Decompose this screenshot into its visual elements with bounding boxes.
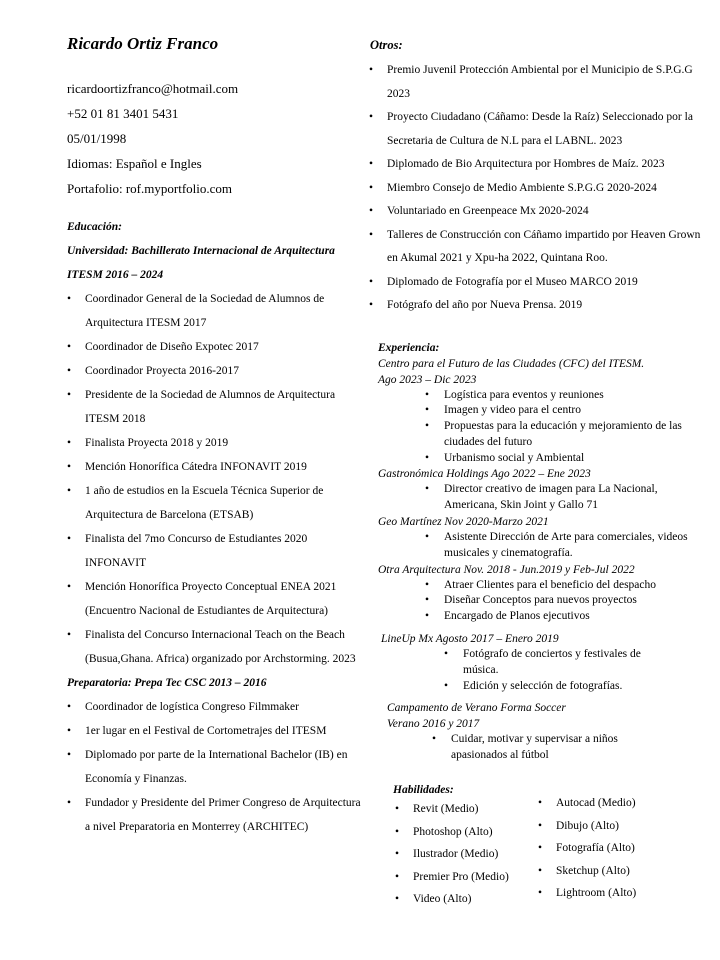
- job-dates: Verano 2016 y 2017: [387, 718, 480, 731]
- prep-heading: Preparatoria: Prepa Tec CSC 2013 – 2016: [67, 677, 267, 689]
- list-item: • Premier Pro (Medio): [395, 866, 538, 889]
- list-item: • Mención Honorífica Cátedra INFONAVIT 2019: [67, 455, 362, 479]
- list-item: • Presidente de la Sociedad de Alumnos de Arquitectura ITESM 2018: [67, 383, 362, 431]
- list-item: • Coordinador de logística Congreso Filmmaker: [67, 695, 362, 719]
- job-heading: Campamento de Verano Forma Soccer: [387, 702, 566, 715]
- list-item: • Finalista del 7mo Concurso de Estudiantes 2020 INFONAVIT: [67, 527, 362, 575]
- list-item: • Edición y selección de fotografías.: [444, 679, 654, 695]
- list-item: • Logística para eventos y reuniones: [425, 388, 712, 404]
- list-item: • Diplomado de Bio Arquitectura por Hombres de Maíz. 2023: [369, 153, 712, 177]
- list-item: • Voluntariado en Greenpeace Mx 2020-2024: [369, 200, 712, 224]
- other-section: [362, 38, 712, 318]
- job-duties: [425, 482, 712, 514]
- job-duties: [425, 388, 712, 467]
- list-item: • Fotógrafo del año por Nueva Prensa. 2019: [369, 294, 712, 318]
- list-item: • Propuestas para la educación y mejoramiento de las ciudades del futuro: [425, 419, 712, 451]
- contact-languages: Idiomas: Español e Ingles: [67, 156, 202, 171]
- education-heading: Educación:: [67, 221, 122, 233]
- job-heading: Centro para el Futuro de las Ciudades (CFC) del ITESM.: [378, 357, 645, 370]
- list-item: • Cuidar, motivar y supervisar a niños apasionados al fútbol: [432, 732, 662, 764]
- list-item: • Diplomado por parte de la International Bachelor (IB) en Economía y Finanzas.: [67, 743, 362, 791]
- list-item: • Proyecto Ciudadano (Cáñamo: Desde la Raíz) Seleccionado por la Secretaria de Cultura de N.L para el LABNL. 2023: [369, 106, 712, 153]
- list-item: • Miembro Consejo de Medio Ambiente S.P.G.G 2020-2024: [369, 177, 712, 201]
- list-item: • Atraer Clientes para el beneficio del despacho: [425, 578, 712, 594]
- list-item: • Finalista del Concurso Internacional Teach on the Beach (Busua,Ghana. Africa) organizado por Archstorming. 2023: [67, 623, 362, 671]
- university-dates: ITESM 2016 – 2024: [67, 269, 164, 281]
- experience-heading: Experiencia:: [378, 341, 440, 354]
- list-item: • Urbanismo social y Ambiental: [425, 451, 712, 467]
- list-item: • 1er lugar en el Festival de Cortometrajes del ITESM: [67, 719, 362, 743]
- contact-portfolio: Portafolio: rof.myportfolio.com: [67, 181, 233, 196]
- job-heading: LineUp Mx Agosto 2017 – Enero 2019: [381, 633, 559, 646]
- left-column: [67, 34, 362, 839]
- skills-list-left: [395, 798, 538, 911]
- right-column: [362, 38, 712, 911]
- contact-birthdate: 05/01/1998: [67, 131, 127, 146]
- list-item: • Encargado de Planos ejecutivos: [425, 609, 712, 625]
- list-item: • Talleres de Construcción con Cáñamo impartido por Heaven Grown en Akumal 2021 y Xpu-ha 2022, Quintana Roo.: [369, 224, 712, 271]
- list-item: • Video (Alto): [395, 888, 538, 911]
- other-heading: Otros:: [370, 38, 403, 52]
- list-item: • Coordinador de Diseño Expotec 2017: [67, 335, 362, 359]
- job-dates: Ago 2023 – Dic 2023: [378, 373, 477, 386]
- list-item: • Fotógrafo de conciertos y festivales de música.: [444, 647, 654, 679]
- job-heading: Otra Arquitectura Nov. 2018 - Jun.2019 y Feb-Jul 2022: [378, 563, 635, 576]
- list-item: • Fundador y Presidente del Primer Congreso de Arquitectura a nivel Preparatoria en Monterrey (ARCHITEC): [67, 791, 362, 839]
- list-item: • Ilustrador (Medio): [395, 843, 538, 866]
- prep-list: [67, 695, 362, 839]
- list-item: • Diseñar Conceptos para nuevos proyectos: [425, 593, 712, 609]
- contact-email: ricardoortizfranco@hotmail.com: [67, 81, 239, 96]
- skills-heading: Habilidades:: [393, 784, 454, 797]
- candidate-name: Ricardo Ortiz Franco: [67, 34, 219, 53]
- job-duties: [432, 732, 662, 764]
- contact-phone: +52 01 81 3401 5431: [67, 106, 179, 121]
- list-item: • Lightroom (Alto): [538, 882, 688, 905]
- list-item: • Fotografía (Alto): [538, 837, 688, 860]
- job-heading: Geo Martínez Nov 2020-Marzo 2021: [378, 516, 549, 529]
- university-heading: Universidad: Bachillerato Internacional de Arquitectura: [67, 245, 335, 257]
- list-item: • Autocad (Medio): [538, 792, 688, 815]
- list-item: • Coordinador General de la Sociedad de Alumnos de Arquitectura ITESM 2017: [67, 287, 362, 335]
- list-item: • Mención Honorífica Proyecto Conceptual ENEA 2021 (Encuentro Nacional de Estudiantes de Arquitectura): [67, 575, 362, 623]
- list-item: • Premio Juvenil Protección Ambiental por el Municipio de S.P.G.G 2023: [369, 59, 712, 106]
- university-list: [67, 287, 362, 671]
- list-item: • Photoshop (Alto): [395, 821, 538, 844]
- list-item: • Coordinador Proyecta 2016-2017: [67, 359, 362, 383]
- skills-section: [393, 784, 712, 911]
- list-item: • Director creativo de imagen para La Nacional, Americana, Skin Joint y Gallo 71: [425, 482, 712, 514]
- skills-list-right: [538, 792, 688, 911]
- job-duties: [425, 578, 712, 625]
- job-duties: [425, 530, 712, 562]
- experience-section: [378, 340, 712, 765]
- job-duties: [444, 647, 654, 694]
- job-heading: Gastronómica Holdings Ago 2022 – Ene 2023: [378, 468, 591, 481]
- list-item: • Sketchup (Alto): [538, 860, 688, 883]
- contact-block: [67, 76, 362, 201]
- list-item: • Dibujo (Alto): [538, 815, 688, 838]
- list-item: • Revit (Medio): [395, 798, 538, 821]
- list-item: • Imagen y video para el centro: [425, 403, 712, 419]
- list-item: • Finalista Proyecta 2018 y 2019: [67, 431, 362, 455]
- list-item: • 1 año de estudios en la Escuela Técnica Superior de Arquitectura de Barcelona (ETSAB): [67, 479, 362, 527]
- other-list: [369, 59, 712, 318]
- list-item: • Asistente Dirección de Arte para comerciales, videos musicales y cinematografía.: [425, 530, 712, 562]
- list-item: • Diplomado de Fotografía por el Museo MARCO 2019: [369, 271, 712, 295]
